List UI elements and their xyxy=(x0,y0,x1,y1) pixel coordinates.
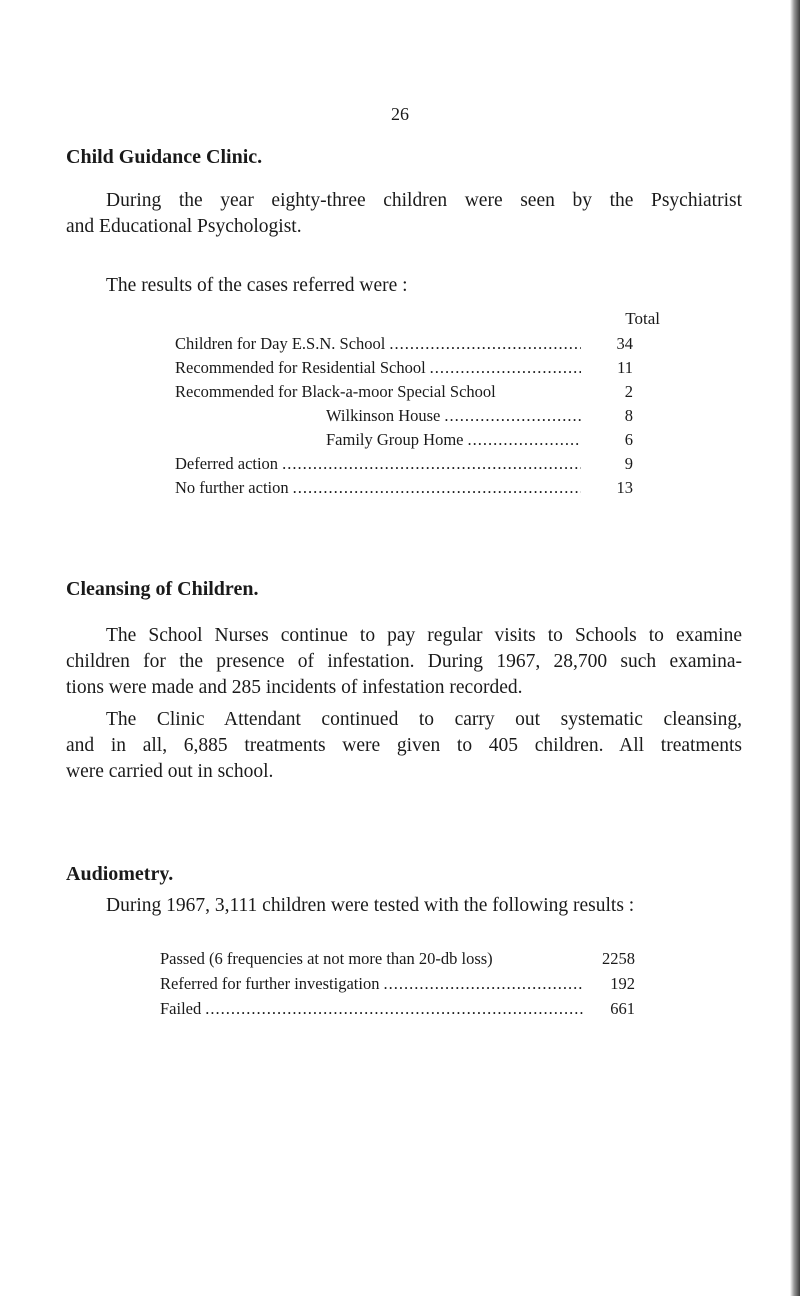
cleansing-paragraph-1 xyxy=(66,623,742,701)
total-column-header: Total xyxy=(625,309,660,328)
referral-label: Children for Day E.S.N. School xyxy=(175,334,386,353)
referral-value: 9 xyxy=(624,454,633,473)
cleansing-p1-line2: children for the presence of infestation. During 1967, 28,700 such examina- xyxy=(66,651,742,672)
leader-dots xyxy=(444,406,581,426)
referral-value: 13 xyxy=(616,478,633,497)
audiometry-intro-text: During 1967, 3,111 children were tested with the following results : xyxy=(106,895,635,916)
referral-row xyxy=(326,406,633,428)
audiometry-label: Referred for further investigation xyxy=(160,974,380,993)
cleansing-p2-line2: and in all, 6,885 treatments were given to 405 children. All treatments xyxy=(66,735,742,756)
leader-dots xyxy=(293,478,581,498)
audiometry-intro xyxy=(66,893,742,919)
leader-dots xyxy=(468,430,582,450)
referral-row xyxy=(175,334,633,356)
cleansing-heading: Cleansing of Children. xyxy=(66,578,259,600)
results-intro-text: The results of the cases referred were : xyxy=(106,275,408,296)
audiometry-label: Failed xyxy=(160,999,202,1018)
referral-label: Deferred action xyxy=(175,454,279,473)
audiometry-value: 192 xyxy=(610,974,635,993)
referral-label: Wilkinson House xyxy=(326,406,441,425)
referral-value: 6 xyxy=(624,430,633,449)
leader-dots xyxy=(389,334,581,354)
cleansing-paragraph-2 xyxy=(66,707,742,785)
clinic-intro-paragraph xyxy=(66,188,742,240)
clinic-heading: Child Guidance Clinic. xyxy=(66,146,263,168)
referral-row xyxy=(175,454,633,476)
cleansing-p1-line3: tions were made and 285 incidents of infestation recorded. xyxy=(66,677,523,698)
audiometry-label: Passed (6 frequencies at not more than 20-db loss) xyxy=(160,949,493,968)
audiometry-row xyxy=(160,949,635,971)
audiometry-row xyxy=(160,999,635,1021)
referral-value: 34 xyxy=(616,334,633,353)
leader-dots xyxy=(205,999,583,1019)
clinic-intro-line1: During the year eighty-three children were seen by the Psychiatrist xyxy=(106,190,742,211)
referral-value: 8 xyxy=(624,406,633,425)
results-intro xyxy=(66,273,742,299)
referral-label: No further action xyxy=(175,478,289,497)
referral-row xyxy=(326,430,633,452)
referral-label: Recommended for Black-a-moor Special School xyxy=(175,382,496,401)
referral-value: 11 xyxy=(617,358,633,377)
audiometry-value: 2258 xyxy=(602,949,635,968)
leader-dots xyxy=(383,974,583,994)
referral-label: Recommended for Residential School xyxy=(175,358,426,377)
audiometry-heading: Audiometry. xyxy=(66,863,174,885)
cleansing-p2-line1: The Clinic Attendant continued to carry out systematic cleansing, xyxy=(106,709,742,730)
clinic-intro-line2: and Educational Psychologist. xyxy=(66,216,302,237)
leader-dots xyxy=(430,358,581,378)
referral-row xyxy=(175,382,633,404)
leader-dots xyxy=(282,454,581,474)
cleansing-p1-line1: The School Nurses continue to pay regular visits to Schools to examine xyxy=(106,625,742,646)
referral-label: Family Group Home xyxy=(326,430,464,449)
referral-value: 2 xyxy=(624,382,633,401)
referral-row xyxy=(175,478,633,500)
cleansing-p2-line3: were carried out in school. xyxy=(66,761,274,782)
audiometry-value: 661 xyxy=(610,999,635,1018)
page-edge-shadow xyxy=(790,0,800,1296)
page-number: 26 xyxy=(391,104,409,124)
referral-row xyxy=(175,358,633,380)
audiometry-row xyxy=(160,974,635,996)
